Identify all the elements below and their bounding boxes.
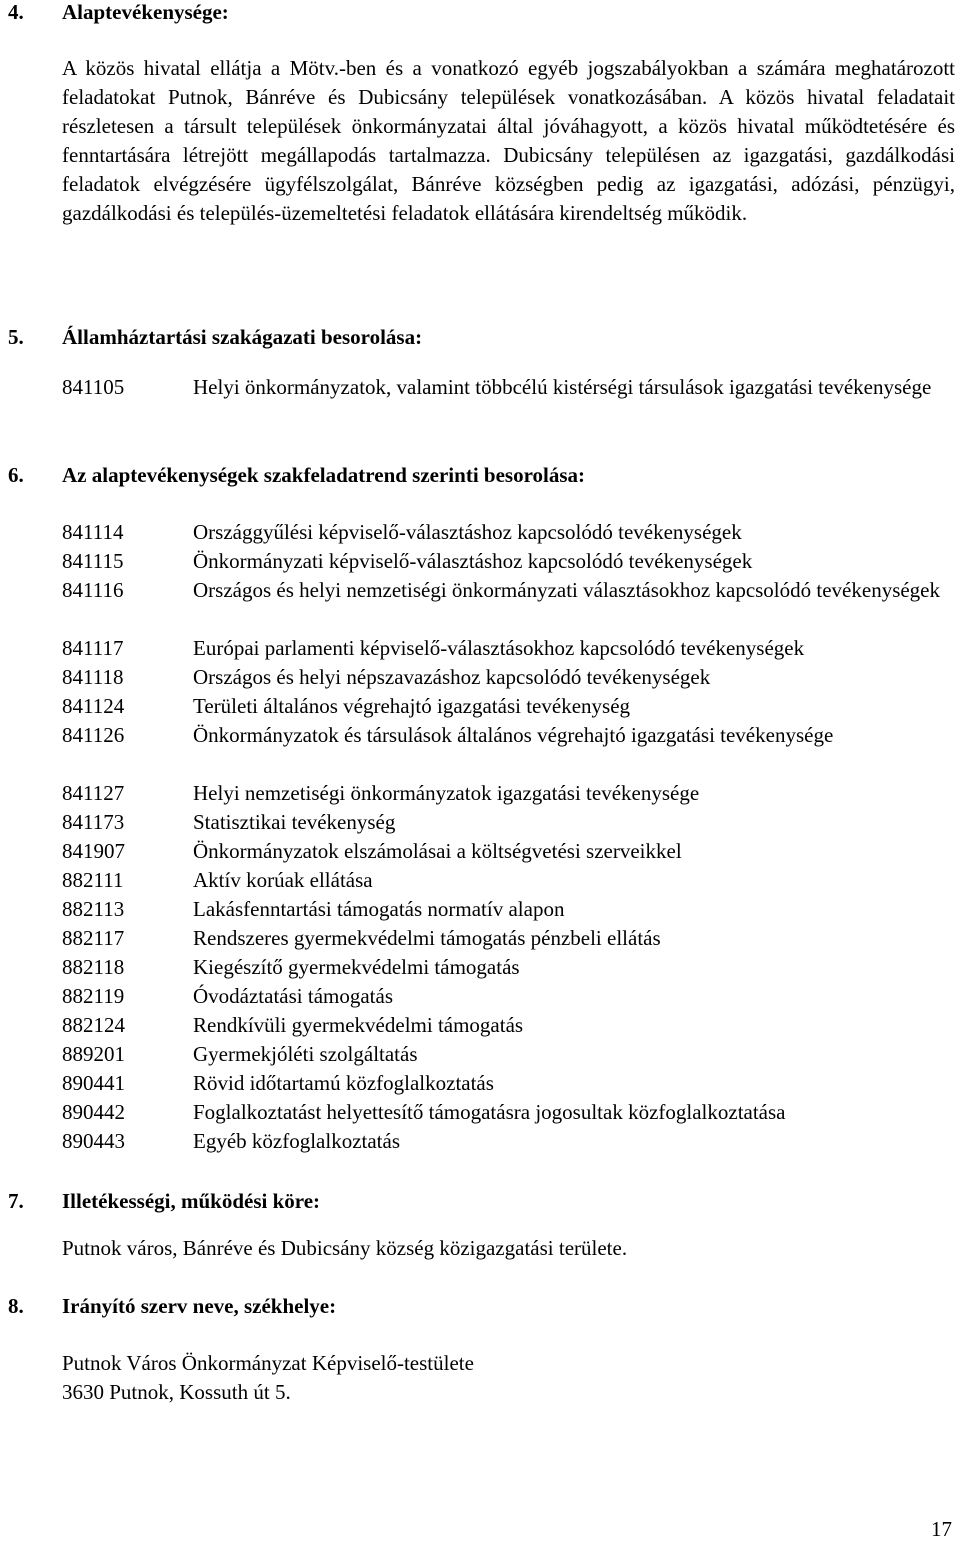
section-4-body: A közös hivatal ellátja a Mötv.-ben és a vonatkozó egyéb jogszabályokban a számára meghatározott feladatokat Putnok, Bánréve és Dubicsány települések vonatkozásában. A közös hivatal feladatait részletesen a társult települések önkormányzatai által jóváhagyott, a közös hivatal működtetésére és fenntartására létrejött megállapodás tartalmazza. Dubicsány településen az igazgatási, gazdálkodási feladatok elvégzésére ügyfélszolgálat, Bánréve községben pedig az igazgatási, adózási, pénzügyi, gazdálkodási és település-üzemeltetési feladatok ellátására kirendeltség működik.	[62, 56, 955, 225]
activity-code: 882118	[62, 955, 125, 979]
section-number: 8.	[8, 1294, 24, 1318]
activity-code: 841124	[62, 694, 125, 718]
activity-code: 841173	[62, 810, 125, 834]
activity-description: Országos és helyi népszavazáshoz kapcsolódó tevékenységek	[193, 665, 711, 689]
activity-description: Kiegészítő gyermekvédelmi támogatás	[193, 955, 520, 979]
activity-description: Gyermekjóléti szolgáltatás	[193, 1042, 418, 1066]
section-number: 6.	[8, 463, 24, 487]
section-title: Irányító szerv neve, székhelye:	[62, 1294, 337, 1318]
activity-code: 890441	[62, 1071, 125, 1095]
section-number: 4.	[8, 0, 24, 24]
activity-code: 841114	[62, 520, 124, 544]
classification-code: 841105	[62, 375, 125, 399]
governing-body-name: Putnok Város Önkormányzat Képviselő-testülete	[62, 1351, 474, 1375]
classification-description: Helyi önkormányzatok, valamint többcélú kistérségi társulások igazgatási tevékenysége	[193, 375, 932, 399]
section-number: 7.	[8, 1189, 24, 1213]
activity-description: Rövid időtartamú közfoglalkoztatás	[193, 1071, 494, 1095]
activity-code: 841118	[62, 665, 124, 689]
section-title: Alaptevékenysége:	[62, 0, 229, 24]
activity-code: 889201	[62, 1042, 125, 1066]
activity-code: 841117	[62, 636, 124, 660]
page-number: 17	[931, 1517, 952, 1541]
section-title: Illetékességi, működési köre:	[62, 1189, 321, 1213]
activity-description: Statisztikai tevékenység	[193, 810, 396, 834]
activity-description: Rendszeres gyermekvédelmi támogatás pénzbeli ellátás	[193, 926, 661, 950]
section-number: 5.	[8, 325, 24, 349]
activity-code: 841127	[62, 781, 125, 805]
section-title: Az alaptevékenységek szakfeladatrend szerinti besorolása:	[62, 463, 586, 487]
activity-description: Egyéb közfoglalkoztatás	[193, 1129, 401, 1153]
activity-description: Európai parlamenti képviselő-választásokhoz kapcsolódó tevékenységek	[193, 636, 805, 660]
activity-description: Területi általános végrehajtó igazgatási tevékenység	[193, 694, 631, 718]
activity-description: Aktív korúak ellátása	[193, 868, 373, 892]
activity-code: 841116	[62, 578, 124, 602]
activity-code: 882111	[62, 868, 124, 892]
activity-description: Önkormányzatok és társulások általános végrehajtó igazgatási tevékenysége	[193, 723, 834, 747]
jurisdiction-text: Putnok város, Bánréve és Dubicsány község közigazgatási területe.	[62, 1236, 628, 1260]
activity-description: Rendkívüli gyermekvédelmi támogatás	[193, 1013, 524, 1037]
activity-description: Óvodáztatási támogatás	[193, 984, 394, 1008]
activity-description: Lakásfenntartási támogatás normatív alapon	[193, 897, 565, 921]
activity-code: 841907	[62, 839, 125, 863]
activity-description: Országos és helyi nemzetiségi önkormányzati választásokhoz kapcsolódó tevékenységek	[193, 578, 941, 602]
activity-code: 841126	[62, 723, 125, 747]
activity-description: Helyi nemzetiségi önkormányzatok igazgatási tevékenysége	[193, 781, 700, 805]
activity-code: 890443	[62, 1129, 125, 1153]
activity-code: 882124	[62, 1013, 125, 1037]
activity-code: 882113	[62, 897, 125, 921]
activity-code: 841115	[62, 549, 124, 573]
activity-description: Önkormányzatok elszámolásai a költségvetési szerveikkel	[193, 839, 682, 863]
section-title: Államháztartási szakágazati besorolása:	[62, 325, 423, 349]
activity-code: 882119	[62, 984, 125, 1008]
activity-description: Foglalkoztatást helyettesítő támogatásra jogosultak közfoglalkoztatása	[193, 1100, 786, 1124]
activity-code: 882117	[62, 926, 125, 950]
activity-code: 890442	[62, 1100, 125, 1124]
governing-body-address: 3630 Putnok, Kossuth út 5.	[62, 1380, 291, 1404]
activity-description: Önkormányzati képviselő-választáshoz kapcsolódó tevékenységek	[193, 549, 753, 573]
activity-description: Országgyűlési képviselő-választáshoz kapcsolódó tevékenységek	[193, 520, 742, 544]
